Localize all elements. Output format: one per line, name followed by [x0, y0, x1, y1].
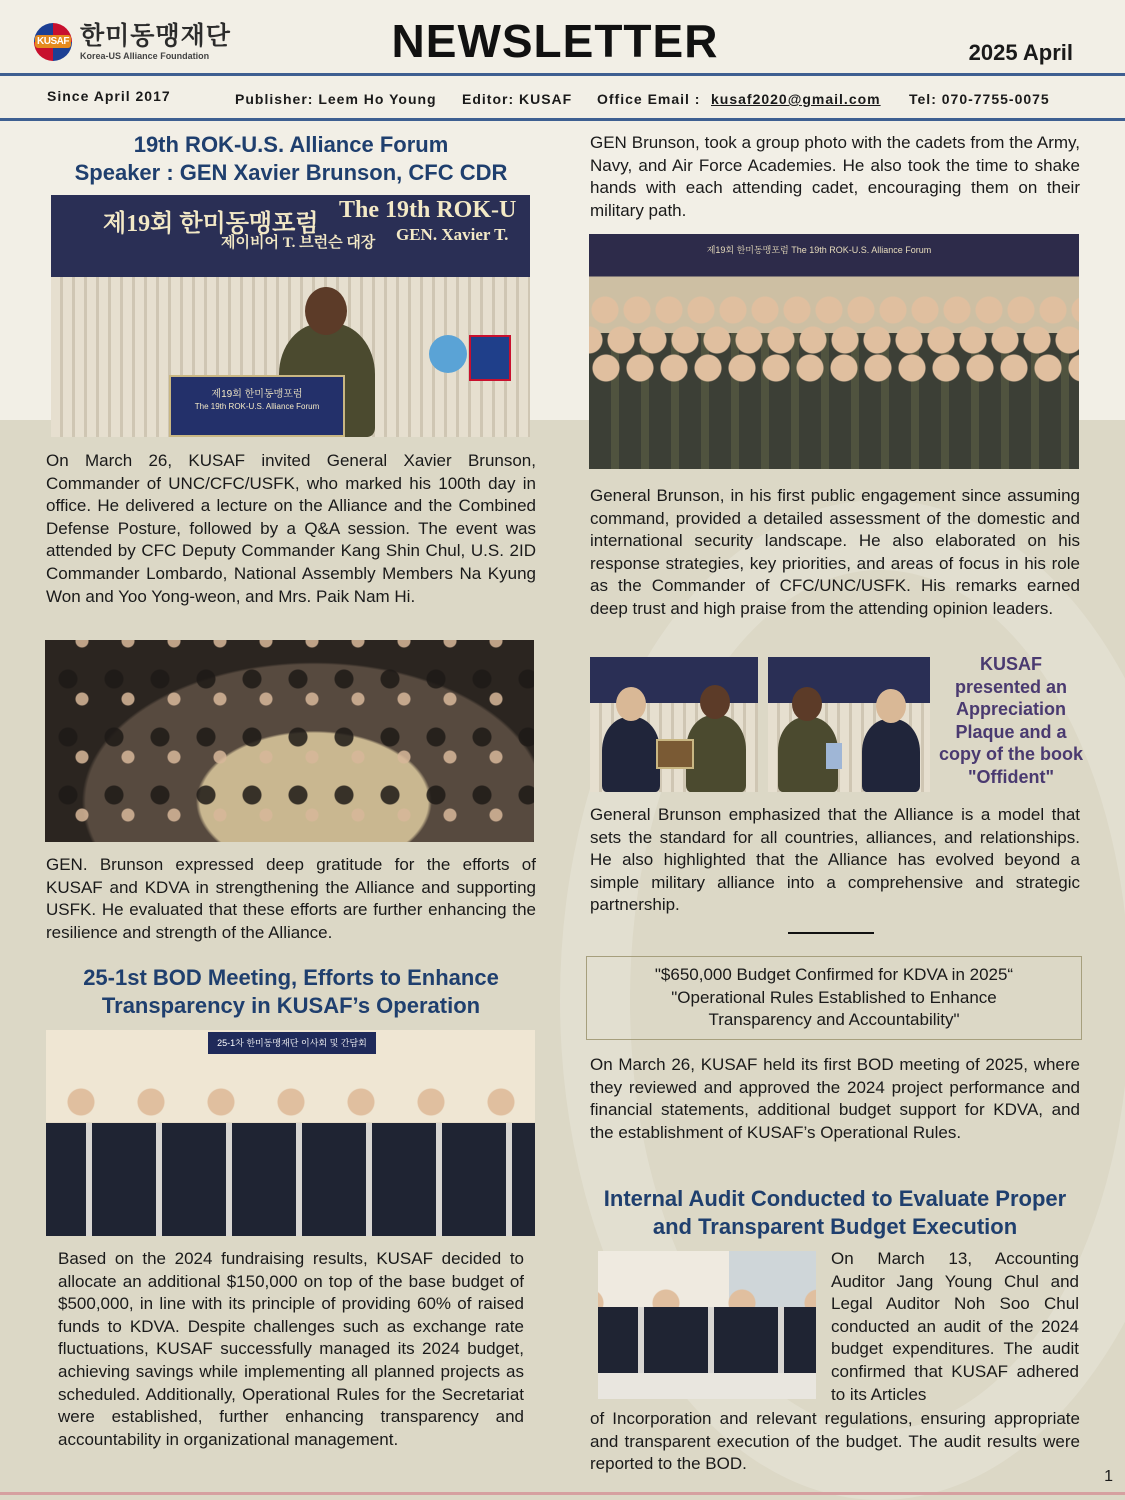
header-rule-top: [0, 73, 1125, 76]
usfk-emblem-icon: [469, 335, 511, 381]
plaque-caption: KUSAF presented an Appreciation Plaque and a copy of the book "Offident": [939, 654, 1083, 787]
un-emblem-icon: [429, 335, 467, 373]
plaque-presentation-photo: [590, 657, 758, 792]
article2-paragraph-1: Based on the 2024 fundraising results, KUSAF decided to allocate an additional $150,000 on top of the base budget of $500,000, in line with its principle of providing 60% of raised funds to KDVA. Despite challenges such as exchange rate fluctuations, KUSAF successfully managed its 2024 budget, achieving savings while implementing all planned projects as scheduled. Additionally, Operational Rules for the Secretariat were established, further enhancing transparency and accountability in organizational management.: [58, 1249, 524, 1449]
forum-podium: 제19회 한미동맹포럼 The 19th ROK-U.S. Alliance Forum: [169, 375, 345, 437]
cadets-group-photo: 제19회 한미동맹포럼 The 19th ROK-U.S. Alliance Forum: [589, 234, 1079, 469]
since-label: Since April 2017: [47, 88, 171, 104]
article1-paragraph-2: GEN. Brunson expressed deep gratitude for the efforts of KUSAF and KDVA in strengthening the Alliance and supporting USFK. He evaluated that these efforts are further enhancing the resilience and strength of the Alliance.: [46, 855, 536, 942]
section-divider: [788, 932, 874, 934]
book-presentation-photo: [768, 657, 930, 792]
kusaf-emblem-icon: KUSAF: [34, 23, 72, 61]
tel-label: Tel: 070-7755-0075: [909, 91, 1050, 107]
article2-paragraph-2: On March 26, KUSAF held its first BOD meeting of 2025, where they reviewed and approved the 2024 project performance and financial statements, additional budget support for KDVA, and the establishment of KUSAF’s Operational Rules.: [590, 1055, 1080, 1142]
issue-date: 2025 April: [968, 40, 1073, 65]
article3-paragraph-side: On March 13, Accounting Auditor Jang Young Chul and Legal Auditor Noh Soo Chul conducted an audit of the 2024 budget expenditures. The audit confirmed that KUSAF adhered to its Articles: [831, 1249, 1079, 1404]
publisher-label: Publisher: Leem Ho Young: [235, 91, 437, 107]
article1-paragraph-4: General Brunson, in his first public engagement since assuming command, provided a detailed assessment of the domestic and international security landscape. He also elaborated on his response strategies, key priorities, and areas of focus in his role as the Commander of CFC/UNC/USFK. His remarks earned deep trust and high praise from the attending opinion leaders.: [590, 486, 1080, 618]
article3-title: Internal Audit Conducted to Evaluate Proper and Transparent Budget Execution: [603, 1186, 1067, 1239]
budget-highlight-box: "$650,000 Budget Confirmed for KDVA in 2025“ "Operational Rules Established to Enhance Transparency and Accountability": [586, 956, 1082, 1040]
book-icon: [826, 743, 842, 769]
article3-paragraph-full: of Incorporation and relevant regulations, ensuring appropriate and transparent execution of the budget. The audit results were reported to the BOD.: [590, 1409, 1080, 1474]
forum-audience-photo: [45, 640, 534, 842]
internal-audit-photo: [598, 1251, 816, 1399]
editor-label: Editor: KUSAF: [462, 91, 573, 107]
plaque-icon: [656, 739, 694, 769]
masthead-title: NEWSLETTER: [391, 15, 719, 67]
article2-title: 25-1st BOD Meeting, Efforts to Enhance Transparency in KUSAF’s Operation: [83, 965, 499, 1018]
bod-meeting-group-photo: 25-1차 한미동맹재단 이사회 및 간담회: [46, 1030, 535, 1236]
forum-speaker-photo: 제19회 한미동맹포럼 The 19th ROK-U 제이비어 T. 브런슨 대장 GEN. Xavier T. 제19회 한미동맹포럼 The 19th ROK-U.S. Alliance Forum: [51, 195, 530, 437]
email-label: Office Email :: [597, 91, 701, 107]
logo-korean-name: 한미동맹재단: [80, 22, 231, 50]
header-rule-bottom: [0, 118, 1125, 121]
article1-paragraph-3: GEN Brunson, took a group photo with the cadets from the Army, Navy, and Air Force Academies. He also took the time to shake hands with each attending cadet, encouraging them on their military path.: [590, 133, 1080, 220]
article1-title: 19th ROK-U.S. Alliance Forum Speaker : GEN Xavier Brunson, CFC CDR: [74, 132, 508, 185]
kusaf-logo: [34, 22, 231, 61]
article1-paragraph-1: On March 26, KUSAF invited General Xavier Brunson, Commander of UNC/CFC/USFK, who marked his 100th day in office. He delivered a lecture on the Alliance and the Combined Defense Posture, followed by a Q&A session. The event was attended by CFC Deputy Commander Kang Shin Chul, U.S. 2ID Commander Lombardo, National Assembly Members Na Kyung Won and Yoo Yong-weon, and Mrs. Paik Nam Hi.: [46, 451, 536, 606]
page-number: 1: [1104, 1468, 1113, 1485]
footer-rule: [0, 1492, 1125, 1495]
article1-paragraph-5: General Brunson emphasized that the Alliance is a model that sets the standard for all countries, alliances, and relationships. He also highlighted that the Alliance has evolved beyond a simple military alliance into a comprehensive and strategic partnership.: [590, 805, 1080, 915]
office-email-link[interactable]: kusaf2020@gmail.com: [711, 91, 881, 107]
logo-english-name: Korea-US Alliance Foundation: [80, 51, 210, 61]
